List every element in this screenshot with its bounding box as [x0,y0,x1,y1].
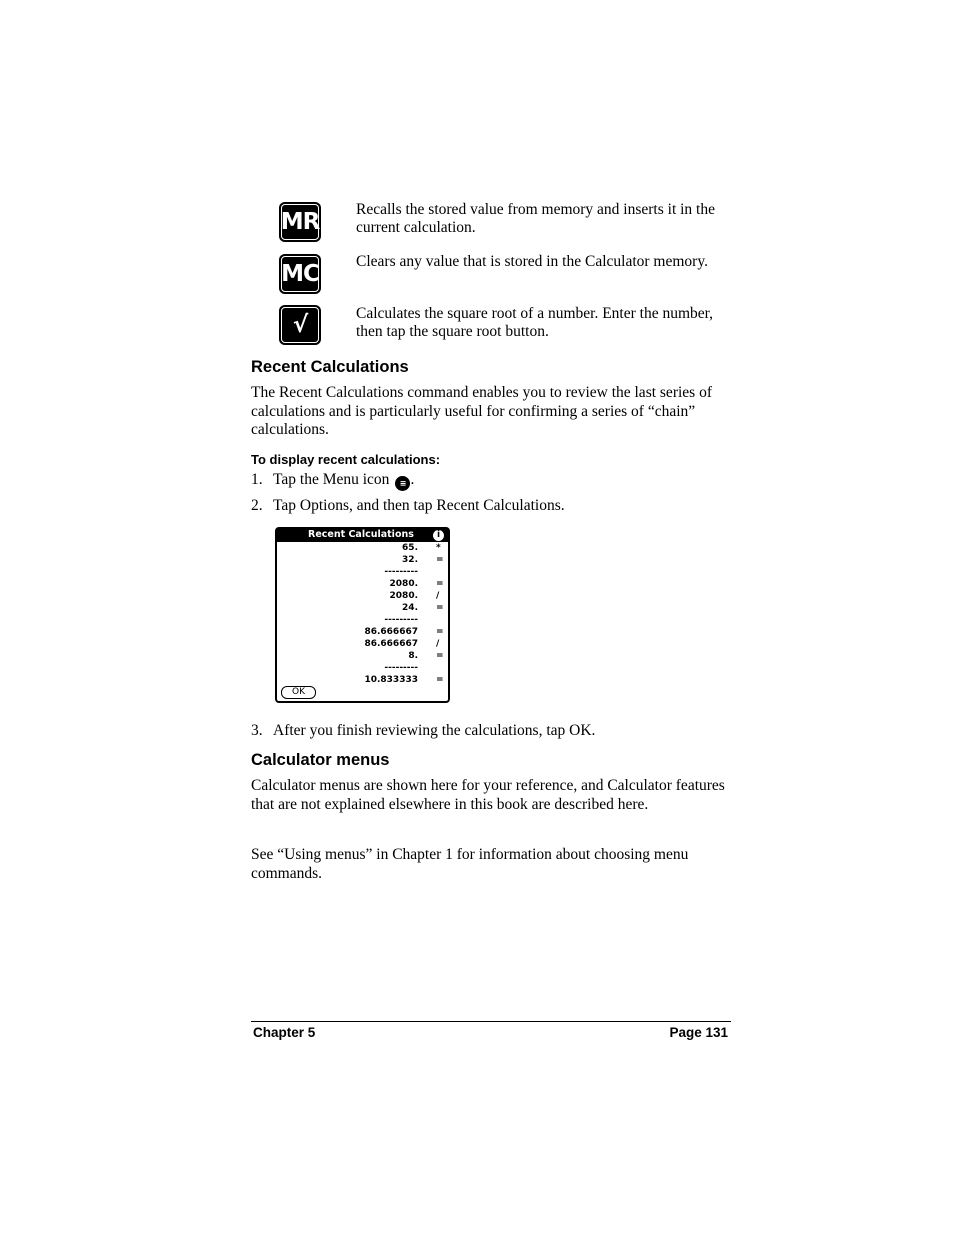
calc-operator: * [436,543,441,553]
square-root-button-icon: √ [279,305,321,345]
calc-value: 8. [408,651,418,661]
calc-row [277,555,448,567]
screen-title-bar [277,529,448,542]
calc-value: 24. [402,603,418,613]
calculator-menus-heading: Calculator menus [251,751,390,769]
calc-row [277,651,448,663]
calc-row [277,603,448,615]
calc-value: --------- [384,663,418,673]
mr-description: Recalls the stored value from memory and inserts it in the current calculation. [356,201,715,236]
square-root-description: Calculates the square root of a number. Enter the number, then tap the square root button. [356,305,714,340]
calc-row [277,543,448,555]
step-1: 1. Tap the Menu icon ≡ . [251,471,414,491]
calc-value: 65. [402,543,418,553]
calc-operator: = [436,579,444,589]
calc-operator: = [436,675,444,685]
mc-description: Clears any value that is stored in the Calculator memory. [356,253,708,270]
calc-value: 32. [402,555,418,565]
recent-calculations-heading: Recent Calculations [251,358,409,376]
ok-button[interactable]: OK [281,686,316,699]
calc-operator: / [436,591,440,601]
step-3: 3. After you finish reviewing the calculations, tap OK. [251,722,596,739]
calc-row [277,567,448,579]
footer-page: Page 131 [669,1025,728,1040]
calc-operator: / [436,639,440,649]
calc-value: 2080. [389,591,418,601]
calc-value: 86.666667 [364,639,418,649]
footer-chapter: Chapter 5 [253,1025,316,1040]
calc-row [277,591,448,603]
calc-operator: = [436,627,444,637]
recent-calculations-intro: The Recent Calculations command enables you to review the last series of calculations and is particularly useful for confirming a series of “chain” calculations. [251,384,712,439]
calculator-menus-para-1: Calculator menus are shown here for your reference, and Calculator features that are not explained elsewhere in this book are described here. [251,777,725,813]
info-icon[interactable]: i [433,530,444,541]
menu-icon: ≡ [395,476,410,491]
calc-value: 2080. [389,579,418,589]
calc-value: --------- [384,615,418,625]
calc-row [277,579,448,591]
calc-operator: = [436,651,444,661]
mr-button-icon: MR [279,202,321,242]
calc-operator: = [436,603,444,613]
calc-value: --------- [384,567,418,577]
calc-value: 86.666667 [364,627,418,637]
calculator-menus-para-2: See “Using menus” in Chapter 1 for information about choosing menu commands. [251,846,689,882]
calc-row [277,639,448,651]
screen-title: Recent Calculations [308,529,414,540]
footer-rule [251,1021,731,1022]
recent-calculations-screen [275,527,450,703]
calc-value: 10.833333 [364,675,418,685]
calc-operator: = [436,555,444,565]
step-2: 2. Tap Options, and then tap Recent Calculations. [251,497,565,514]
procedure-subhead: To display recent calculations: [251,452,441,467]
calc-row [277,615,448,627]
calc-row [277,663,448,675]
mc-button-icon: MC [279,254,321,294]
calc-row [277,627,448,639]
